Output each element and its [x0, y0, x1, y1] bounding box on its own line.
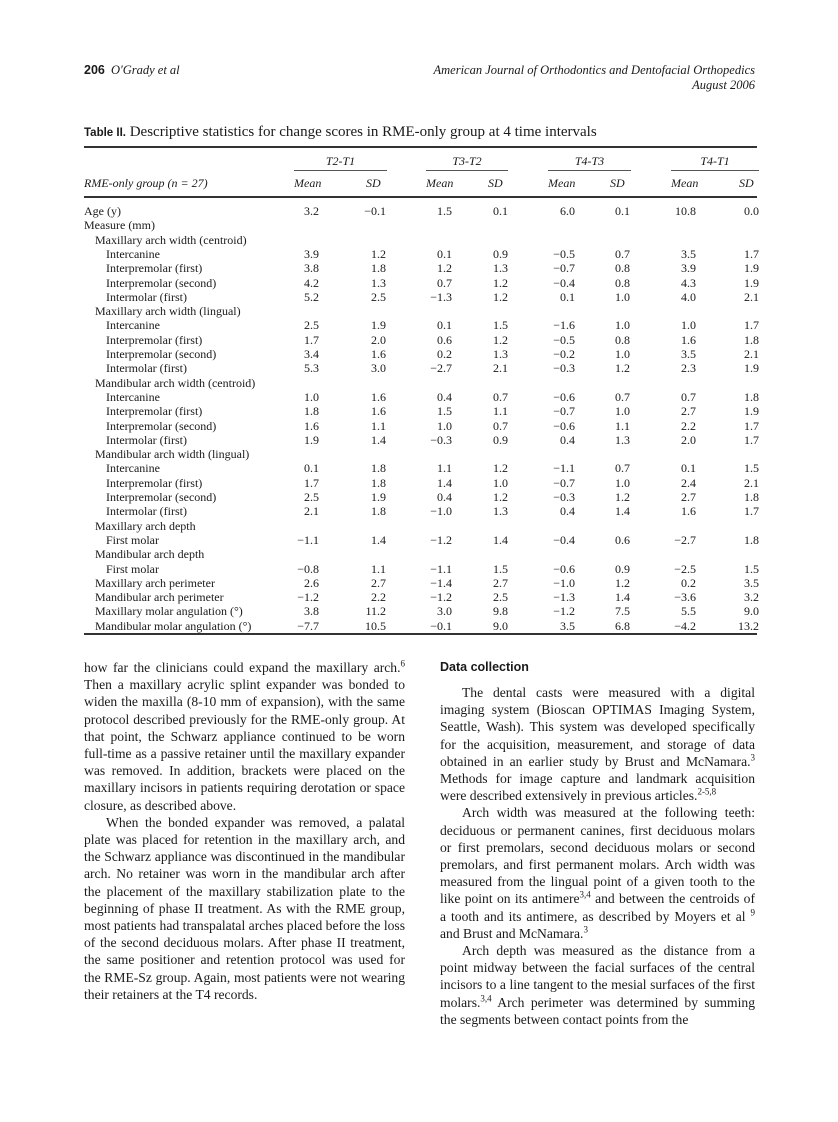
sd-cell: 1.7: [744, 418, 759, 433]
mean-cell: −1.0: [430, 504, 452, 519]
mean-cell: 3.4: [304, 347, 319, 361]
reference-citation: 3: [583, 924, 588, 935]
sd-cell: 1.3: [493, 347, 508, 361]
paragraph: [84, 659, 405, 814]
mean-cell: 3.5: [681, 347, 696, 361]
sd-cell: 1.2: [493, 461, 508, 476]
sd-cell: 1.1: [371, 418, 386, 433]
sd-cell: 1.8: [371, 261, 386, 276]
sd-cell: −0.1: [364, 204, 386, 218]
sd-cell: 1.9: [744, 404, 759, 419]
mean-cell: 3.0: [437, 604, 452, 619]
mean-cell: 0.7: [437, 275, 452, 290]
mean-cell: −4.2: [674, 618, 696, 633]
text-run: The dental casts were measured with a digital imaging system (Bioscan OPTIMAS Imaging System, Seattle, Wash). This system was developed specifically for the acquisition, measurement, and storage of data obtained in an earlier study by Brust and McNamara.: [440, 685, 755, 769]
sd-cell: 1.0: [615, 347, 630, 361]
sd-cell: 2.5: [493, 590, 508, 605]
row-label: Maxillary arch width (centroid): [95, 232, 247, 247]
interval-rule: [671, 170, 759, 171]
mean-cell: 1.8: [304, 404, 319, 419]
mean-cell: 2.7: [681, 404, 696, 419]
sd-cell: 2.0: [371, 332, 386, 347]
mean-cell: 0.6: [437, 332, 452, 347]
sd-header: SD: [366, 176, 381, 190]
sd-cell: 1.7: [744, 246, 759, 261]
section-heading: Data collection: [440, 660, 529, 674]
mean-cell: −1.3: [553, 590, 575, 605]
text-run: Then a maxillary acrylic splint expander was bonded to widen the maxilla (8-10 mm of expansion), with the same protocol described previously for the RME-only group. At that point, the Schwarz appliance continued to be worn full-time as a passive retainer until the maxillary expander was removed. In addition, brackets were placed on the maxillary incisors in patients requiring derotation or space closure, as described above.: [84, 677, 405, 813]
mean-cell: 0.4: [560, 504, 575, 519]
sd-cell: 1.8: [371, 475, 386, 490]
mean-cell: 1.6: [681, 504, 696, 519]
sd-cell: 1.2: [615, 575, 630, 590]
row-label: Mandibular arch depth: [95, 547, 205, 562]
table-caption-text: Descriptive statistics for change scores in RME-only group at 4 time intervals: [129, 124, 597, 140]
sd-cell: 0.9: [493, 246, 508, 261]
text-run: Arch depth was measured as the distance from a point midway between the facial surfaces of the central incisors to a line tangent to the mesial surfaces of the first molars.: [440, 943, 755, 1010]
mean-cell: 3.8: [304, 261, 319, 276]
row-label: Maxillary arch width (lingual): [95, 304, 241, 319]
sd-cell: 0.7: [615, 389, 630, 404]
sd-cell: 1.7: [744, 432, 759, 447]
row-label: Maxillary arch perimeter: [95, 575, 215, 590]
group-column-header: RME-only group (n = 27): [84, 176, 208, 190]
sd-cell: 0.7: [493, 389, 508, 404]
mean-cell: 0.4: [437, 389, 452, 404]
sd-cell: 6.8: [615, 618, 630, 633]
sd-cell: 1.4: [615, 590, 630, 605]
reference-citation: 3: [750, 752, 755, 763]
paragraph: [440, 684, 755, 804]
paragraph: [440, 804, 755, 942]
mean-cell: −0.6: [553, 389, 575, 404]
text-run: When the bonded expander was removed, a palatal plate was placed for retention in the maxillary arch, and the Schwarz appliance was discontinued in the mandibular arch. No retainer was worn in the mandibular arch after the placement of the maxillary stabilization plate to the beginning of phase II treatment. As with the RME group, most patients had transpalatal arches placed before the loss of the second deciduous molars. After phase II treatment, the same positioner and retention protocol was used for the RME-Sz group. Again, most patients were not wearing their retainers at the T4 records.: [84, 814, 405, 1002]
sd-cell: 1.8: [371, 504, 386, 519]
row-label: First molar: [106, 561, 159, 576]
sd-cell: 0.8: [615, 261, 630, 276]
sd-cell: 1.5: [493, 318, 508, 333]
mean-cell: 6.0: [560, 204, 575, 218]
mean-cell: −1.4: [430, 575, 452, 590]
mean-cell: 0.1: [560, 289, 575, 304]
row-label: Intercanine: [106, 461, 160, 476]
mean-cell: 1.6: [304, 418, 319, 433]
sd-cell: 1.9: [371, 490, 386, 504]
sd-cell: 1.2: [615, 361, 630, 376]
sd-cell: 0.8: [615, 332, 630, 347]
mean-cell: 0.1: [304, 461, 319, 476]
sd-cell: 10.5: [365, 618, 386, 633]
sd-cell: 0.8: [615, 275, 630, 290]
text-run: and Brust and McNamara.: [440, 925, 584, 941]
mean-cell: −1.1: [430, 561, 452, 576]
mean-cell: 0.1: [437, 318, 452, 333]
mean-cell: 3.9: [681, 261, 696, 276]
mean-cell: 5.5: [681, 604, 696, 619]
mean-cell: −0.4: [553, 532, 575, 547]
page-number: 206: [84, 63, 105, 77]
sd-cell: 1.9: [371, 318, 386, 333]
sd-cell: 0.7: [615, 461, 630, 476]
sd-cell: 2.1: [744, 289, 759, 304]
sd-cell: 1.4: [493, 532, 508, 547]
row-label: Interpremolar (second): [106, 347, 217, 361]
sd-cell: 1.2: [371, 246, 386, 261]
text-run: Methods for image capture and landmark acquisition were described extensively in previous articles.: [440, 771, 755, 804]
sd-cell: 1.0: [615, 318, 630, 333]
mean-cell: −0.3: [553, 361, 575, 376]
sd-cell: 2.2: [371, 590, 386, 605]
mean-cell: −0.8: [297, 561, 319, 576]
mean-cell: 2.4: [681, 475, 696, 490]
mean-cell: 0.1: [437, 246, 452, 261]
mean-cell: 1.6: [681, 332, 696, 347]
mean-cell: −2.7: [430, 361, 452, 376]
sd-cell: 1.0: [615, 475, 630, 490]
mean-cell: 2.0: [681, 432, 696, 447]
mean-cell: 0.7: [681, 389, 696, 404]
row-label: Mandibular molar angulation (°): [95, 618, 252, 633]
right-text-column: [440, 659, 755, 1028]
mean-cell: −1.6: [553, 318, 575, 333]
sd-cell: 1.4: [371, 432, 386, 447]
sd-cell: 1.3: [615, 432, 630, 447]
interval-header: T3-T2: [452, 154, 482, 168]
sd-header: SD: [739, 176, 754, 190]
sd-cell: 2.1: [493, 361, 508, 376]
mean-cell: 1.9: [304, 432, 319, 447]
journal-name: American Journal of Orthodontics and Dentofacial Orthopedics: [433, 63, 755, 77]
mean-cell: −0.2: [553, 347, 575, 361]
row-label: Interpremolar (second): [106, 490, 217, 504]
mean-cell: 4.3: [681, 275, 696, 290]
paragraph: [440, 942, 755, 1028]
text-run: how far the clinicians could expand the maxillary arch.: [84, 660, 401, 675]
sd-cell: 1.7: [744, 504, 759, 519]
mean-cell: 1.5: [437, 404, 452, 419]
interval-rule: [548, 170, 631, 171]
running-head-author: O'Grady et al: [111, 63, 180, 77]
row-label: Intercanine: [106, 318, 160, 333]
row-label: Mandibular arch width (centroid): [95, 375, 256, 390]
sd-cell: 0.7: [493, 418, 508, 433]
row-label: Intermolar (first): [106, 289, 187, 304]
sd-cell: 2.7: [493, 575, 508, 590]
mean-cell: 2.5: [304, 490, 319, 504]
table-header-rule: [84, 196, 757, 198]
reference-citation: 2-5,8: [697, 786, 717, 797]
sd-cell: 1.8: [371, 461, 386, 476]
sd-cell: 0.1: [493, 204, 508, 218]
mean-cell: 0.4: [560, 432, 575, 447]
mean-cell: −1.2: [430, 590, 452, 605]
mean-cell: 2.6: [304, 575, 319, 590]
sd-cell: 9.0: [493, 618, 508, 633]
sd-cell: 0.7: [615, 246, 630, 261]
row-label: Maxillary arch depth: [95, 518, 196, 533]
issue-date: August 2006: [692, 78, 755, 92]
mean-cell: −2.5: [674, 561, 696, 576]
table-top-rule: [84, 146, 757, 148]
sd-cell: 1.2: [493, 275, 508, 290]
mean-cell: 2.2: [681, 418, 696, 433]
interval-header: T4-T3: [574, 154, 605, 168]
reference-citation: 3,4: [480, 993, 492, 1004]
sd-cell: 1.9: [744, 261, 759, 276]
row-label: Interpremolar (second): [106, 418, 217, 433]
mean-cell: 2.3: [681, 361, 696, 376]
mean-cell: 4.0: [681, 289, 696, 304]
sd-cell: 1.8: [744, 389, 759, 404]
sd-cell: 1.0: [493, 475, 508, 490]
row-label: Interpremolar (second): [106, 275, 217, 290]
mean-cell: 1.4: [437, 475, 452, 490]
mean-cell: 1.2: [437, 261, 452, 276]
row-label: Age (y): [84, 204, 121, 218]
row-label: Interpremolar (first): [106, 475, 203, 490]
mean-cell: −0.5: [553, 246, 575, 261]
mean-cell: 1.7: [304, 475, 319, 490]
sd-cell: 1.6: [371, 404, 386, 419]
sd-cell: 0.9: [615, 561, 630, 576]
sd-cell: 2.7: [371, 575, 386, 590]
sd-cell: 1.8: [744, 532, 759, 547]
sd-cell: 7.5: [615, 604, 630, 619]
sd-cell: 1.9: [744, 361, 759, 376]
sd-cell: 1.8: [744, 332, 759, 347]
mean-cell: −0.6: [553, 418, 575, 433]
sd-header: SD: [488, 176, 503, 190]
mean-header: Mean: [294, 176, 322, 190]
sd-cell: 1.1: [615, 418, 630, 433]
mean-cell: 2.1: [304, 504, 319, 519]
mean-cell: −0.7: [553, 261, 575, 276]
row-label: Mandibular arch perimeter: [95, 590, 224, 605]
sd-cell: 1.6: [371, 347, 386, 361]
mean-cell: 3.5: [560, 618, 575, 633]
mean-cell: −0.1: [430, 618, 452, 633]
mean-cell: 4.2: [304, 275, 319, 290]
sd-cell: 1.2: [493, 289, 508, 304]
mean-cell: 3.5: [681, 246, 696, 261]
mean-cell: 1.0: [437, 418, 452, 433]
interval-header: T2-T1: [325, 154, 356, 168]
mean-cell: −0.5: [553, 332, 575, 347]
mean-cell: 3.8: [304, 604, 319, 619]
interval-rule: [294, 170, 387, 171]
mean-cell: 1.0: [681, 318, 696, 333]
text-run: Arch width was measured at the following teeth: deciduous or permanent canines, first deciduous molars or first premolars, second deciduous molars or second premolars, and first permanent molars. Arch width was measured from the lingual point of a given tooth to the like point on its antimere: [440, 805, 755, 907]
row-label: Interpremolar (first): [106, 332, 203, 347]
sd-cell: 3.0: [371, 361, 386, 376]
sd-cell: 13.2: [738, 618, 759, 633]
sd-cell: 1.4: [615, 504, 630, 519]
sd-cell: 1.1: [493, 404, 508, 419]
mean-cell: −1.2: [430, 532, 452, 547]
interval-header: T4-T1: [700, 154, 730, 168]
mean-cell: −0.7: [553, 475, 575, 490]
mean-cell: 1.1: [437, 461, 452, 476]
sd-cell: 0.0: [744, 204, 759, 218]
sd-cell: 1.3: [493, 261, 508, 276]
row-label: Intercanine: [106, 389, 160, 404]
table-label: Table II.: [84, 127, 126, 139]
paragraph: [84, 814, 405, 1003]
row-label: Maxillary molar angulation (°): [95, 604, 243, 619]
sd-cell: 1.0: [615, 404, 630, 419]
mean-cell: −0.3: [553, 490, 575, 504]
mean-cell: 3.9: [304, 246, 319, 261]
mean-cell: −1.2: [553, 604, 575, 619]
mean-cell: 1.5: [437, 204, 452, 218]
sd-cell: 1.9: [744, 275, 759, 290]
mean-cell: 0.2: [437, 347, 452, 361]
text-run: and between the centroids of a tooth and its antimere, as described by Moyers et al: [440, 891, 755, 924]
sd-cell: 2.1: [744, 475, 759, 490]
mean-cell: −0.3: [430, 432, 452, 447]
mean-header: Mean: [671, 176, 699, 190]
mean-cell: −1.0: [553, 575, 575, 590]
sd-cell: 1.5: [493, 561, 508, 576]
reference-citation: 6: [400, 658, 405, 669]
mean-cell: 3.2: [304, 204, 319, 218]
mean-cell: −2.7: [674, 532, 696, 547]
sd-cell: 9.8: [493, 604, 508, 619]
mean-cell: −1.3: [430, 289, 452, 304]
mean-cell: 1.0: [304, 389, 319, 404]
mean-cell: 10.8: [675, 204, 696, 218]
mean-cell: −1.1: [297, 532, 319, 547]
mean-cell: 2.5: [304, 318, 319, 333]
mean-cell: −3.6: [674, 590, 696, 605]
sd-cell: 1.2: [615, 490, 630, 504]
row-label: Intercanine: [106, 246, 160, 261]
mean-header: Mean: [426, 176, 454, 190]
row-label: Measure (mm): [84, 218, 155, 233]
text-run: Arch perimeter was determined by summing the segments between contact points from the: [440, 994, 755, 1027]
mean-cell: 1.7: [304, 332, 319, 347]
running-head-journal: [434, 63, 756, 93]
sd-cell: 1.3: [493, 504, 508, 519]
sd-cell: 1.8: [744, 490, 759, 504]
sd-cell: 1.5: [744, 561, 759, 576]
row-label: Intermolar (first): [106, 504, 187, 519]
sd-cell: 1.2: [493, 332, 508, 347]
row-label: First molar: [106, 532, 159, 547]
sd-cell: 1.2: [493, 490, 508, 504]
mean-cell: −0.4: [553, 275, 575, 290]
sd-cell: 11.2: [365, 604, 386, 619]
sd-cell: 3.2: [744, 590, 759, 605]
mean-cell: 0.4: [437, 490, 452, 504]
sd-cell: 3.5: [744, 575, 759, 590]
mean-cell: −1.1: [553, 461, 575, 476]
mean-cell: 5.2: [304, 289, 319, 304]
row-label: Interpremolar (first): [106, 404, 203, 419]
sd-cell: 0.9: [493, 432, 508, 447]
sd-cell: 1.4: [371, 532, 386, 547]
reference-citation: 3,4: [579, 889, 591, 900]
interval-rule: [426, 170, 508, 171]
mean-cell: −7.7: [297, 618, 319, 633]
mean-cell: 5.3: [304, 361, 319, 376]
sd-cell: 0.1: [615, 204, 630, 218]
sd-cell: 1.0: [615, 289, 630, 304]
sd-cell: 9.0: [744, 604, 759, 619]
row-label: Interpremolar (first): [106, 261, 203, 276]
mean-cell: −0.6: [553, 561, 575, 576]
left-text-column: [84, 659, 405, 1003]
mean-cell: 0.1: [681, 461, 696, 476]
row-label: Mandibular arch width (lingual): [95, 447, 250, 462]
table-caption: [84, 124, 597, 141]
sd-cell: 1.6: [371, 389, 386, 404]
sd-cell: 0.6: [615, 532, 630, 547]
mean-cell: 0.2: [681, 575, 696, 590]
mean-cell: 2.7: [681, 490, 696, 504]
row-label: Intermolar (first): [106, 361, 187, 376]
sd-cell: 2.5: [371, 289, 386, 304]
reference-citation: 9: [750, 907, 755, 918]
sd-cell: 1.7: [744, 318, 759, 333]
mean-cell: −1.2: [297, 590, 319, 605]
sd-cell: 2.1: [744, 347, 759, 361]
sd-cell: 1.1: [371, 561, 386, 576]
sd-cell: 1.3: [371, 275, 386, 290]
sd-header: SD: [610, 176, 625, 190]
mean-cell: −0.7: [553, 404, 575, 419]
row-label: Intermolar (first): [106, 432, 187, 447]
sd-cell: 1.5: [744, 461, 759, 476]
mean-header: Mean: [548, 176, 576, 190]
